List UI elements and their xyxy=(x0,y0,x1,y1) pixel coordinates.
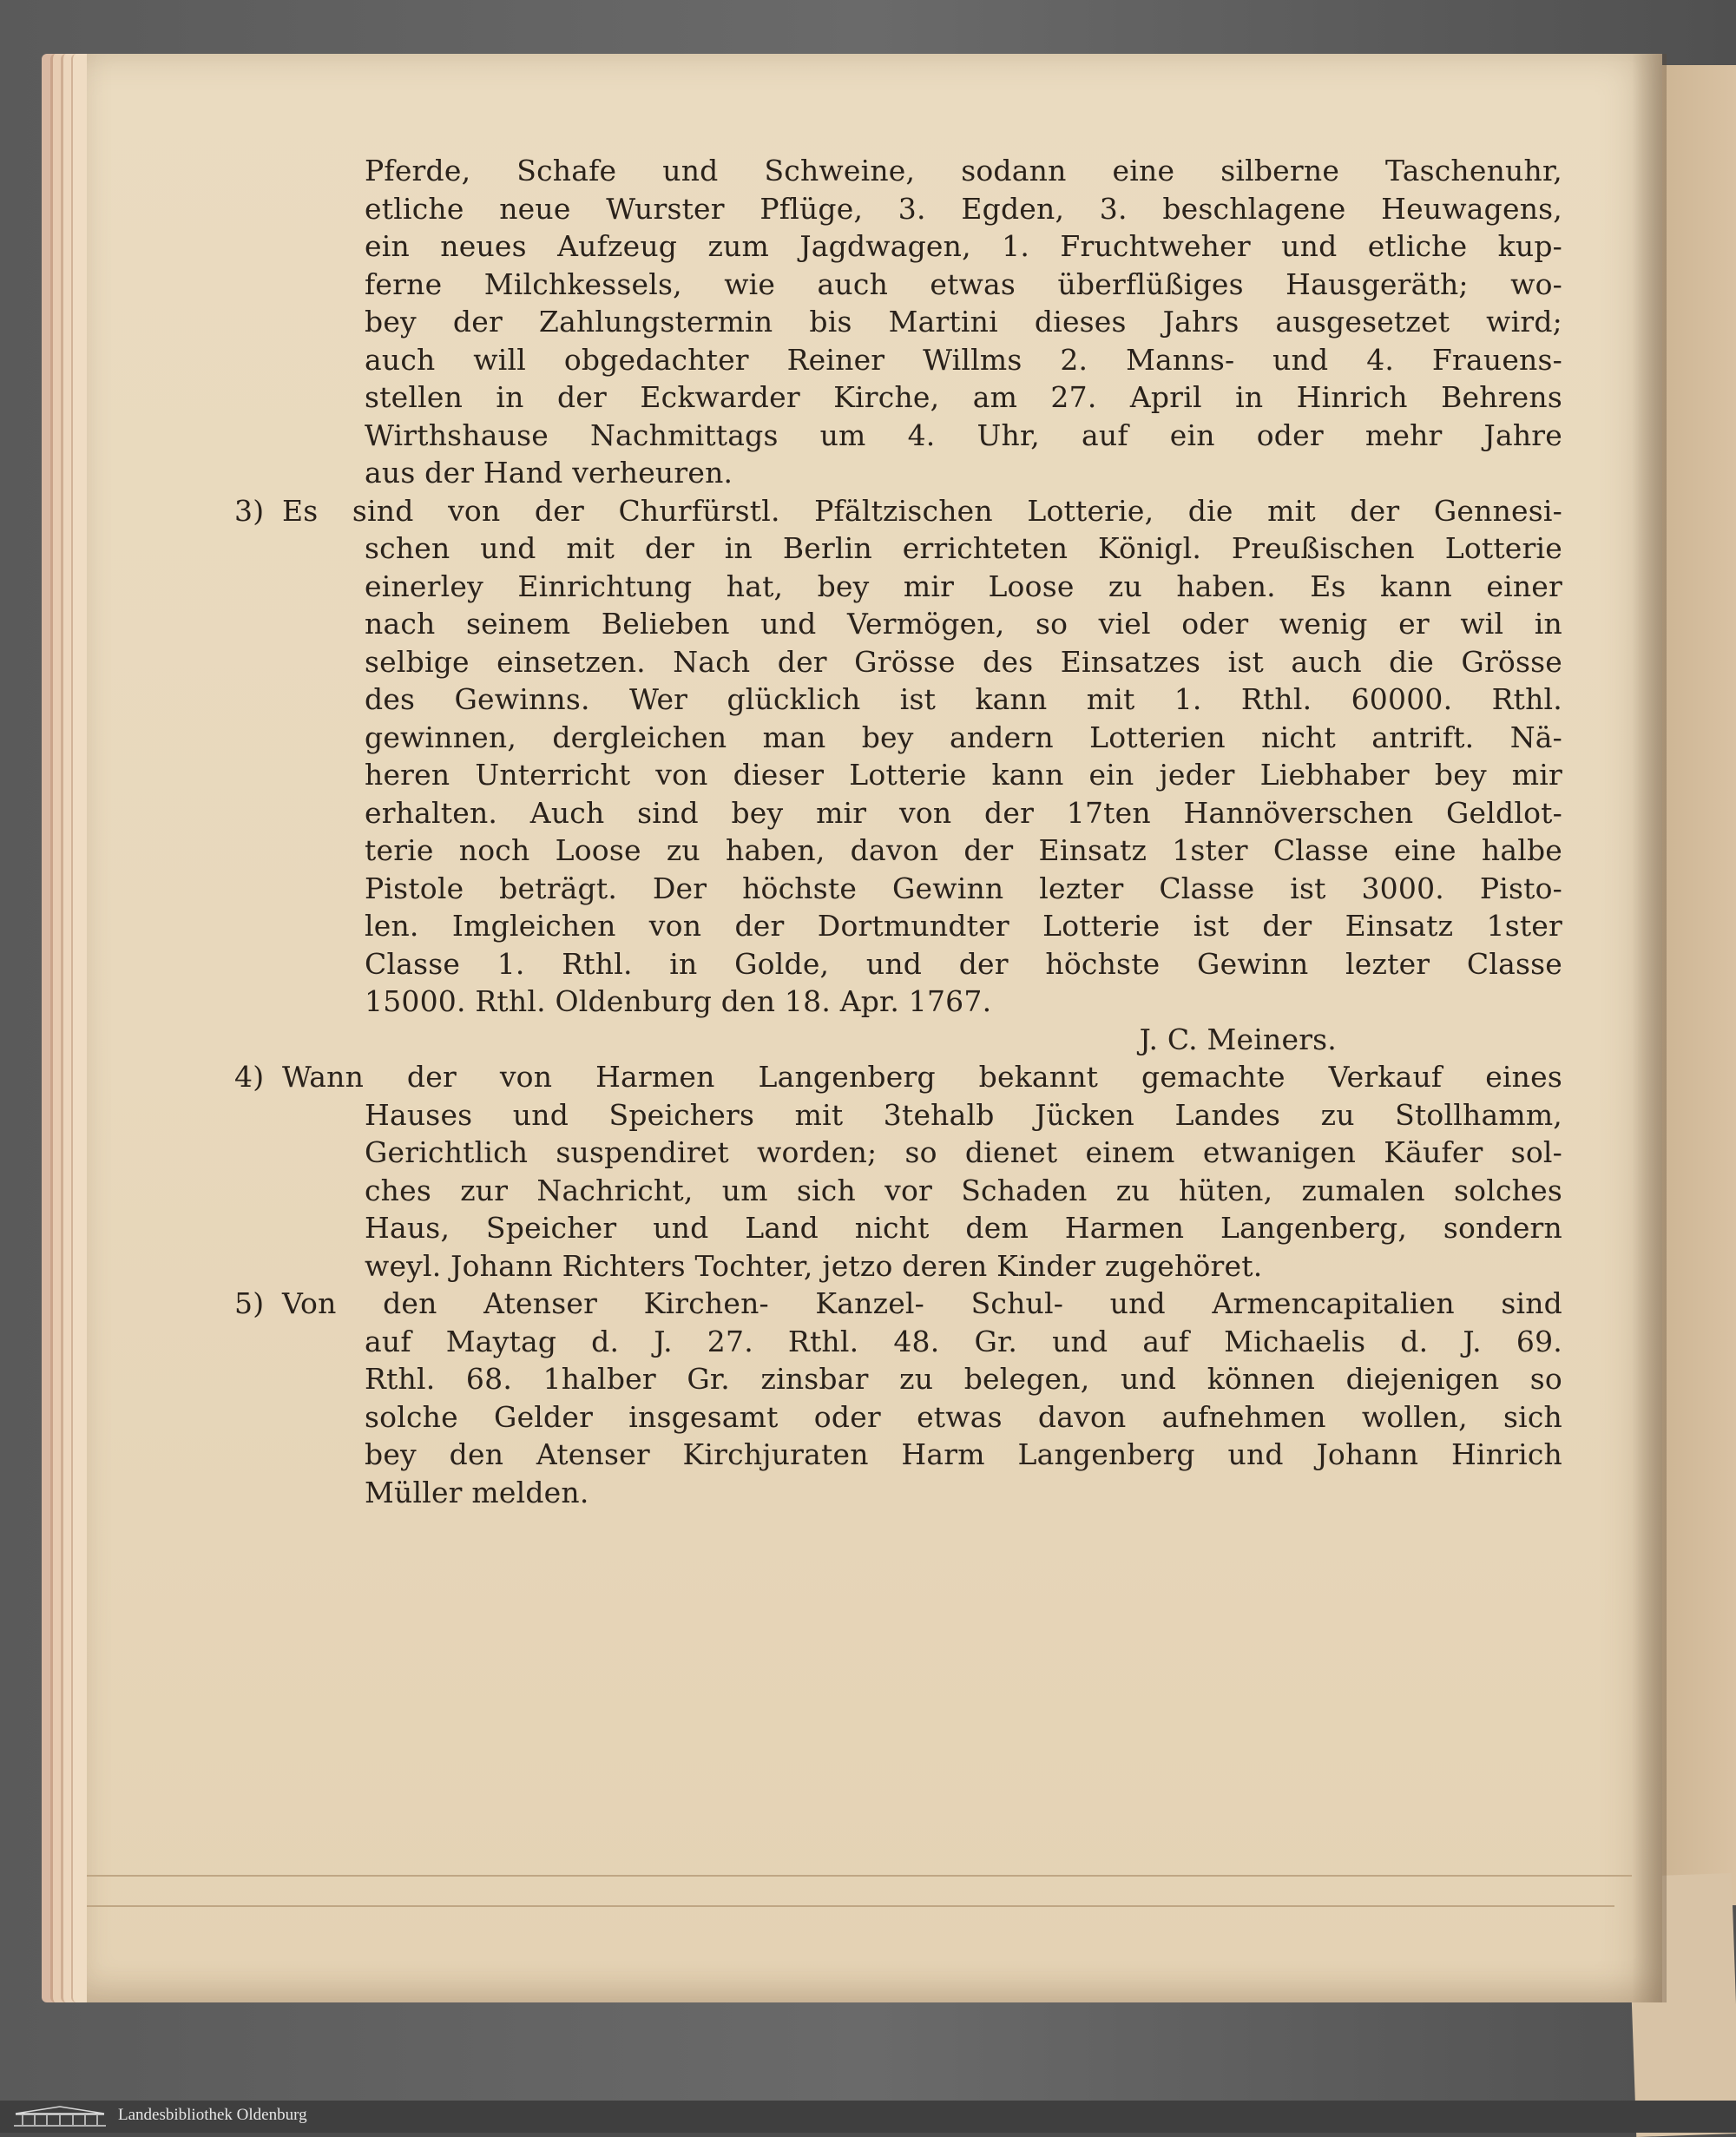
text-line: Rthl. 68. 1halber Gr. zinsbar zu belegen, und können diejenigen so xyxy=(365,1362,1562,1396)
text-line: Pferde, Schafe und Schweine, sodann eine silberne Taschenuhr, xyxy=(365,154,1562,187)
paragraph-3 xyxy=(234,492,1562,1059)
text-line: terie noch Loose zu haben, davon der Einsatz 1ster Classe eine halbe xyxy=(365,833,1562,867)
text-line: ein neues Aufzeug zum Jagdwagen, 1. Fruchtweher und etliche kup- xyxy=(365,229,1562,263)
text-line: des Gewinns. Wer glücklich ist kann mit 1. Rthl. 60000. Rthl. xyxy=(365,682,1562,716)
text-line: etliche neue Wurster Pflüge, 3. Egden, 3. beschlagene Heuwagens, xyxy=(365,191,1562,226)
paragraph-4 xyxy=(234,1058,1562,1285)
paragraph-number: 5) xyxy=(234,1286,265,1320)
text-line: Müller melden. xyxy=(365,1475,589,1509)
paragraph-number: 3) xyxy=(234,493,265,528)
text-line: aus der Hand verheuren. xyxy=(365,456,733,490)
text-line: weyl. Johann Richters Tochter, jetzo deren Kinder zugehöret. xyxy=(365,1248,1263,1283)
page-text xyxy=(234,152,1562,1511)
text-line: solche Gelder insgesamt oder etwas davon aufnehmen wollen, sich xyxy=(365,1399,1562,1434)
footer-bar xyxy=(0,2101,1736,2133)
text-line: gewinnen, dergleichen man bey andern Lotterien nicht antrift. Nä- xyxy=(365,720,1562,754)
text-line: stellen in der Eckwarder Kirche, am 27. April in Hinrich Behrens xyxy=(365,380,1562,414)
text-line: heren Unterricht von dieser Lotterie kann ein jeder Liebhaber bey mir xyxy=(365,758,1562,792)
text-line: nach seinem Belieben und Vermögen, so viel oder wenig er wil in xyxy=(365,607,1562,641)
text-line: Haus, Speicher und Land nicht dem Harmen Langenberg, sondern xyxy=(365,1211,1562,1245)
library-name[interactable]: Landesbibliothek Oldenburg xyxy=(118,2106,307,2124)
text-line: Pistole beträgt. Der höchste Gewinn lezter Classe ist 3000. Pisto- xyxy=(365,871,1562,905)
paragraph-number: 4) xyxy=(234,1060,265,1094)
text-line: selbige einsetzen. Nach der Grösse des Einsatzes ist auch die Grösse xyxy=(365,644,1562,679)
text-line: bey den Atenser Kirchjuraten Harm Langenberg und Johann Hinrich xyxy=(365,1437,1562,1471)
paragraph-5 xyxy=(234,1285,1562,1511)
text-line: auf Maytag d. J. 27. Rthl. 48. Gr. und auf Michaelis d. J. 69. xyxy=(365,1324,1562,1358)
paragraph-2-continuation xyxy=(365,152,1562,492)
text-line: ferne Milchkessels, wie auch etwas überflüßiges Hausgeräth; wo- xyxy=(365,266,1562,301)
text-line: Es sind von der Churfürstl. Pfältzischen Lotterie, die mit der Gennesi- xyxy=(282,493,1562,528)
text-line: Hauses und Speichers mit 3tehalb Jücken Landes zu Stollhamm, xyxy=(365,1097,1562,1132)
page-fold-line xyxy=(87,1905,1614,1907)
signature: J. C. Meiners. xyxy=(1139,1022,1337,1056)
page-fold-line xyxy=(87,1875,1632,1877)
text-line: erhalten. Auch sind bey mir von der 17ten Hannöverschen Geldlot- xyxy=(365,795,1562,830)
text-line: len. Imgleichen von der Dortmundter Lotterie ist der Einsatz 1ster xyxy=(365,909,1562,943)
text-line: 15000. Rthl. Oldenburg den 18. Apr. 1767. xyxy=(365,984,992,1018)
text-line: bey der Zahlungstermin bis Martini dieses Jahrs ausgesetzet wird; xyxy=(365,305,1562,339)
text-line: ches zur Nachricht, um sich vor Schaden zu hüten, zumalen solches xyxy=(365,1173,1562,1207)
library-building-icon xyxy=(12,2105,108,2127)
text-line: auch will obgedachter Reiner Willms 2. Manns- und 4. Frauens- xyxy=(365,342,1562,377)
text-line: einerley Einrichtung hat, bey mir Loose zu haben. Es kann einer xyxy=(365,569,1562,603)
text-line: Wirthshause Nachmittags um 4. Uhr, auf ein oder mehr Jahre xyxy=(365,418,1562,452)
text-line: Classe 1. Rthl. in Golde, und der höchste Gewinn lezter Classe xyxy=(365,946,1562,981)
text-line: Wann der von Harmen Langenberg bekannt gemachte Verkauf eines xyxy=(282,1060,1562,1094)
text-line: Von den Atenser Kirchen- Kanzel- Schul- und Armencapitalien sind xyxy=(282,1286,1562,1320)
gutter-shadow xyxy=(1632,54,1667,2002)
text-line: Gerichtlich suspendiret worden; so dienet einem etwanigen Käufer sol- xyxy=(365,1135,1562,1169)
text-line: schen und mit der in Berlin errichteten Königl. Preußischen Lotterie xyxy=(365,531,1562,565)
